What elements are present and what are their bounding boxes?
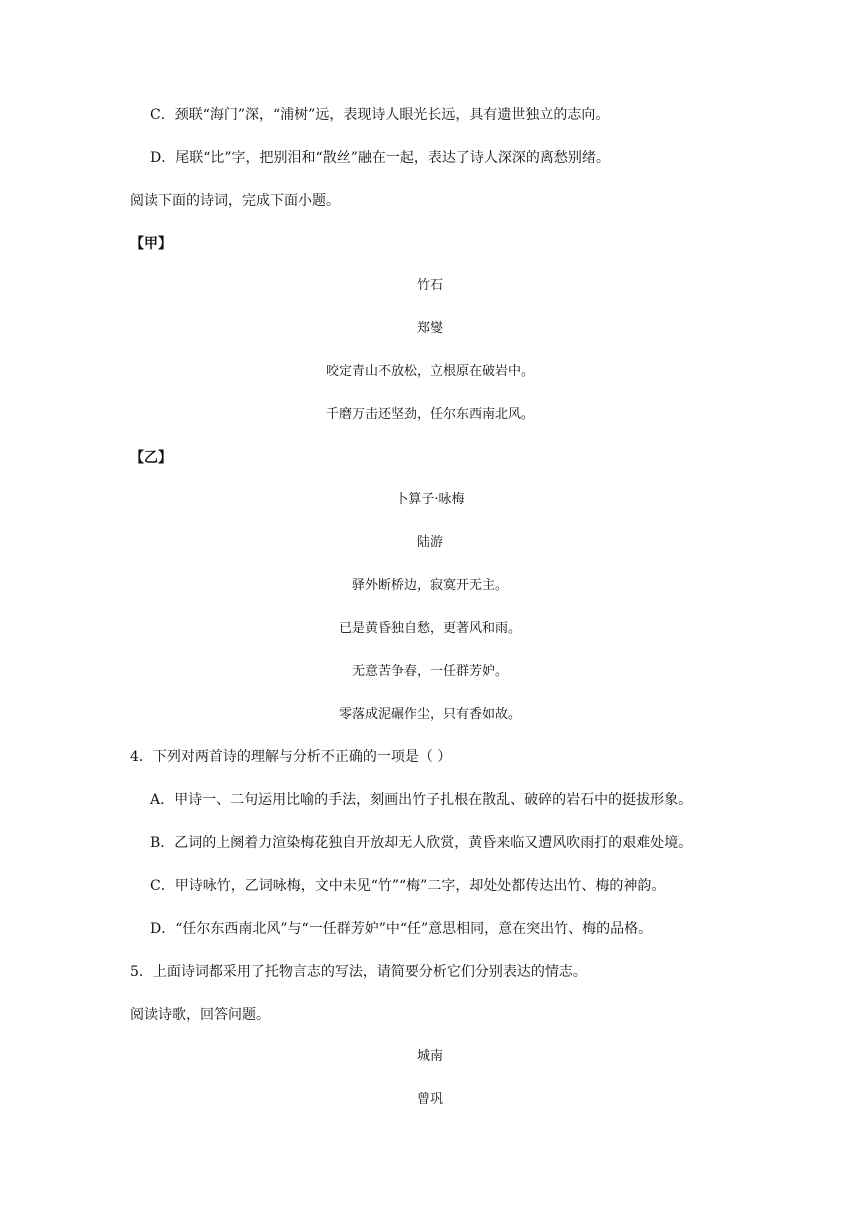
- poem-jia-line-1: 咬定青山不放松，立根原在破岩中。: [325, 364, 534, 379]
- poem-jia-author: 郑燮: [416, 321, 443, 336]
- q4-option-c: C．甲诗咏竹，乙词咏梅，文中未见“竹”“梅”二字，却处处都传达出竹、梅的神韵。: [150, 878, 666, 894]
- poem-jia-title: 竹石: [416, 278, 443, 293]
- q4-option-b: B．乙词的上阕着力渲染梅花独自开放却无人欣赏，黄昏来临又遭风吹雨打的艰难处境。: [150, 835, 693, 851]
- next-intro: 阅读诗歌，回答问题。: [130, 1007, 270, 1023]
- poem-jia-label: 【甲】: [130, 236, 172, 252]
- poem-yi-line-1: 驿外断桥边，寂寞开无主。: [351, 578, 508, 593]
- poem-yi-title: 卜算子·咏梅: [395, 492, 465, 507]
- q5-stem: 5．上面诗词都采用了托物言志的写法，请简要分析它们分别表达的情志。: [130, 964, 587, 980]
- poem-yi-author: 陆游: [416, 535, 443, 550]
- q3-option-c: C．颈联“海门”深，“浦树”远，表现诗人眼光长远，具有遗世独立的志向。: [150, 107, 610, 123]
- poem-yi-line-4: 零落成泥碾作尘，只有香如故。: [338, 707, 521, 722]
- poem-jia-line-2: 千磨万击还坚劲，任尔东西南北风。: [325, 407, 534, 422]
- q4-option-a: A．甲诗一、二句运用比喻的手法，刻画出竹子扎根在散乱、破碎的岩石中的挺拔形象。: [150, 792, 693, 808]
- q4-option-d: D．“任尔东西南北风”与“一任群芳妒”中“任”意思相同，意在突出竹、梅的品格。: [150, 921, 653, 937]
- q3-option-d: D．尾联“比”字，把别泪和“散丝”融在一起，表达了诗人深深的离愁别绪。: [150, 150, 610, 166]
- poem-yi-line-2: 已是黄昏独自愁，更著风和雨。: [338, 621, 521, 636]
- q4-stem: 4．下列对两首诗的理解与分析不正确的一项是（ ）: [130, 749, 452, 765]
- poem-next-title: 城南: [416, 1049, 443, 1064]
- poem-yi-line-3: 无意苦争春，一任群芳妒。: [351, 664, 508, 679]
- section-intro: 阅读下面的诗词，完成下面小题。: [130, 193, 340, 209]
- poem-yi-label: 【乙】: [130, 450, 172, 466]
- poem-next-author: 曾巩: [416, 1092, 443, 1107]
